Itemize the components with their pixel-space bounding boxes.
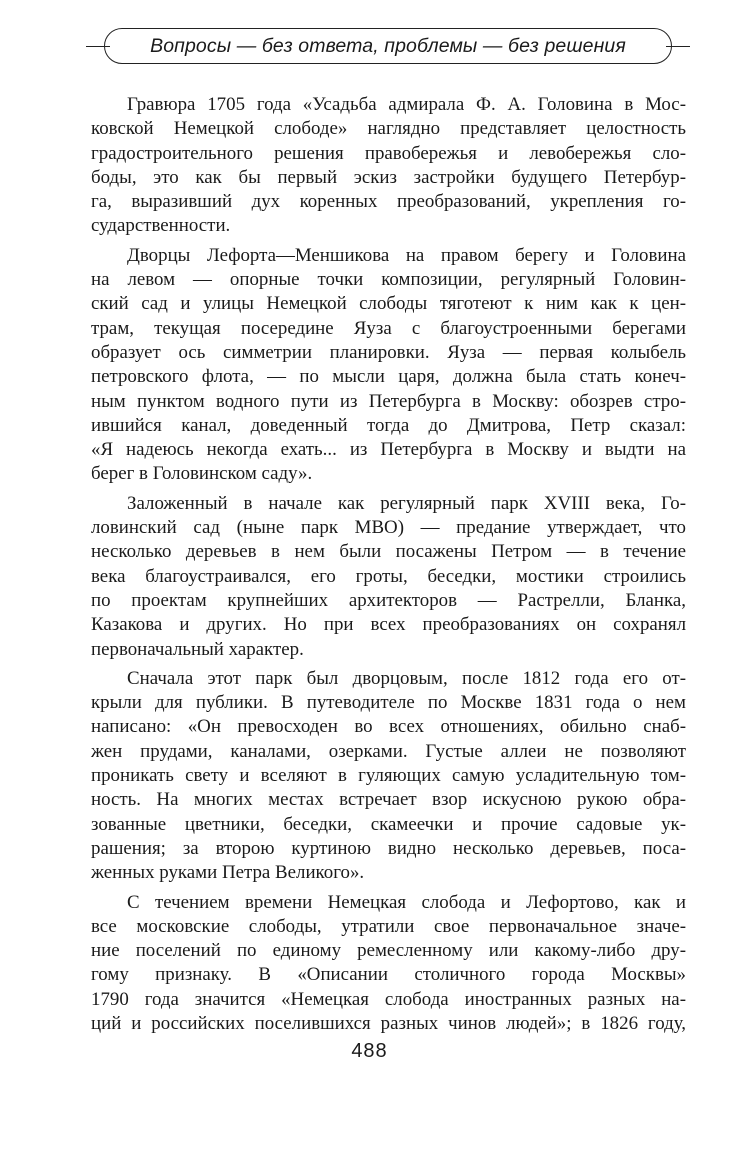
text-line: проникать свету и вселяют в гуляющих самую усладительную том- (91, 765, 686, 787)
text-line: берег в Головинском саду». (91, 463, 313, 485)
text-line: га, выразивший дух коренных преобразований, укрепления го- (91, 191, 686, 213)
paragraph (91, 667, 686, 886)
text-line: Казакова и других. Но при всех преобразованиях он сохранял (91, 614, 686, 636)
text-line: боды, это как бы первый эскиз застройки будущего Петербур- (91, 166, 686, 188)
text-line: петровского флота, — по мысли царя, должна была стать конеч- (91, 366, 686, 388)
text-line: жен прудами, каналами, озерками. Густые аллеи не позволяют (91, 740, 686, 762)
text-line: ловинский сад (ныне парк МВО) — предание утверждает, что (91, 517, 686, 539)
paragraph (91, 93, 686, 239)
text-line: трам, текущая посередине Яуза с благоустроенными берегами (91, 317, 686, 339)
text-line: ние поселений по единому ремесленному или какому-либо дру- (91, 940, 686, 962)
body-text (91, 93, 686, 1041)
text-line: все московские слободы, утратили свое первоначальное значе- (91, 915, 686, 937)
text-line: гому признаку. В «Описании столичного города Москвы» (91, 964, 686, 986)
text-line: века благоустраивался, его гроты, беседки, мостики строились (91, 565, 686, 587)
text-line: первоначальный характер. (91, 638, 304, 660)
text-line: образует ось симметрии планировки. Яуза — первая колыбель (91, 341, 686, 363)
text-line: «Я надеюсь некогда ехать... из Петербурга в Москву и выдти на (91, 439, 686, 461)
text-line: С течением времени Немецкая слобода и Лефортово, как и (127, 891, 686, 913)
text-line: на левом — опорные точки композиции, регулярный Головин- (91, 269, 686, 291)
running-header-title: Вопросы — без ответа, проблемы — без решения (150, 34, 626, 57)
text-line: Дворцы Лефорта—Меншикова на правом берегу и Головина (127, 244, 686, 266)
text-line: по проектам крупнейших архитекторов — Растрелли, Бланка, (91, 589, 686, 611)
text-line: зованные цветники, беседки, скамеечки и прочие садовые ук- (91, 813, 686, 835)
text-line: Сначала этот парк был дворцовым, после 1812 года его от- (127, 667, 686, 689)
text-line: рашения; за второю куртиною видно несколько деревьев, поса- (91, 837, 686, 859)
text-line: Заложенный в начале как регулярный парк XVIII века, Го- (127, 492, 686, 514)
text-line: ций и российских поселившихся разных чинов людей»; в 1826 году, (91, 1012, 686, 1034)
text-line: женных руками Петра Великого». (91, 862, 365, 884)
paragraph (91, 244, 686, 487)
paragraph (91, 492, 686, 662)
text-line: Гравюра 1705 года «Усадьба адмирала Ф. А. Головина в Мос- (127, 94, 686, 115)
text-line: ным пунктом водного пути из Петербурга в Москву: обозрев стро- (91, 390, 686, 412)
text-line: ность. На многих местах встречает взор искусною рукою обра- (91, 789, 686, 811)
header-frame (104, 28, 672, 64)
paragraph (91, 891, 686, 1037)
text-line: 1790 года значится «Немецкая слобода иностранных разных на- (91, 988, 686, 1010)
text-line: написано: «Он превосходен во всех отношениях, обильно снаб- (91, 716, 686, 738)
page-number: 488 (351, 1040, 388, 1062)
text-line: ский сад и улицы Немецкой слободы тяготеют к ним как к цен- (91, 293, 686, 315)
text-line: сударственности. (91, 215, 231, 237)
text-line: ившийся канал, доведенный тогда до Дмитрова, Петр сказал: (91, 414, 686, 436)
text-line: крыли для публики. В путеводителе по Москве 1831 года о нем (91, 692, 686, 714)
text-line: ковской Немецкой слободе» наглядно представляет целостность (91, 118, 686, 140)
text-line: градостроительного решения правобережья и левобережья сло- (91, 142, 686, 164)
running-header (86, 26, 690, 66)
text-line: несколько деревьев в нем были посажены Петром — в течение (91, 541, 686, 563)
